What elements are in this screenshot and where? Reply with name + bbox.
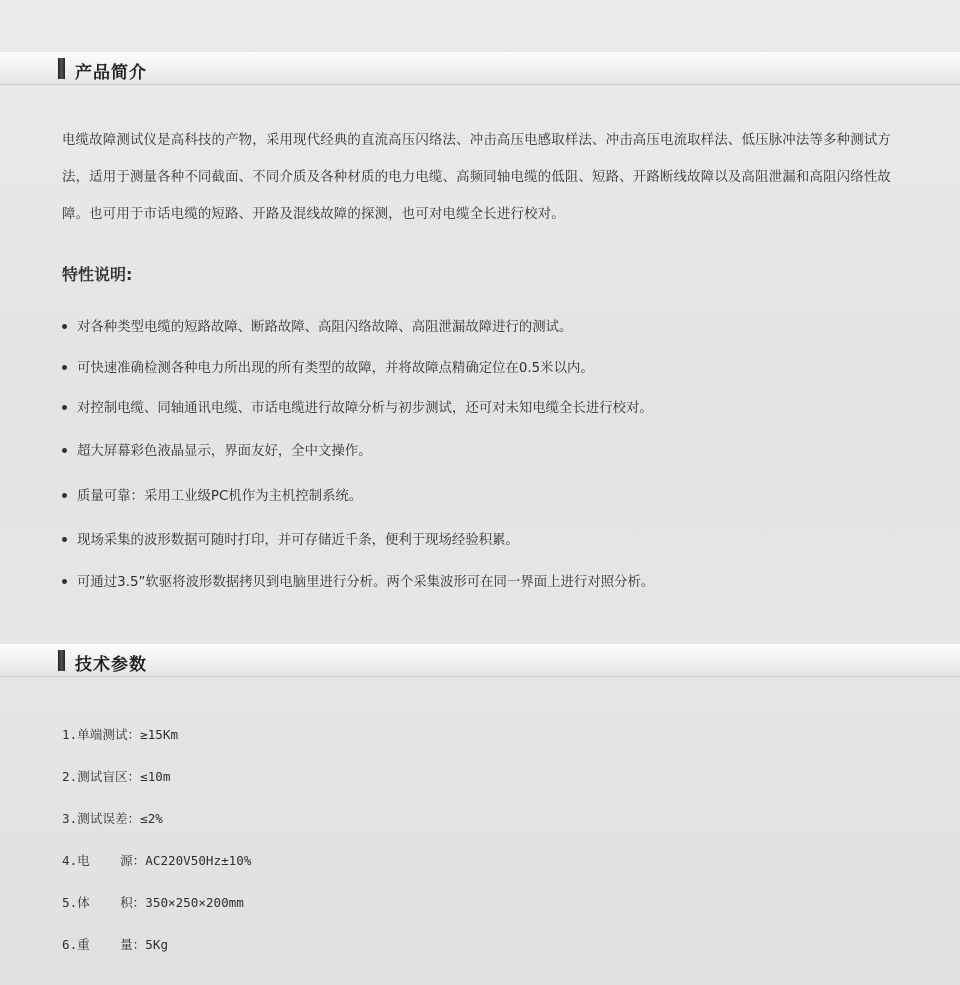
list-item: [62, 440, 372, 459]
features-heading: 特性说明:: [62, 265, 133, 284]
list-item-text: 可通过3.5”软驱将波形数据拷贝到电脑里进行分析。两个采集波形可在同一界面上进行对照分析。: [77, 575, 655, 590]
list-item: [62, 316, 572, 335]
section-marker: [58, 58, 65, 79]
bullet-icon: [62, 537, 67, 542]
list-item: [62, 571, 654, 590]
list-item: [62, 357, 594, 376]
bullet-icon: [62, 579, 67, 584]
list-item-text: 质量可靠：采用工业级PC机作为主机控制系统。: [77, 489, 363, 504]
list-item-text: 可快速准确检测各种电力所出现的所有类型的故障，并将故障点精确定位在0.5米以内。: [77, 361, 594, 376]
list-item: [62, 485, 362, 504]
section-title: 产品简介: [75, 63, 147, 83]
section-header-intro: [0, 52, 960, 85]
spec-item: 3.测试误差：≤2%: [62, 811, 163, 826]
list-item-text: 对控制电缆、同轴通讯电缆、市话电缆进行故障分析与初步测试，还可对未知电缆全长进行校对。: [77, 401, 653, 416]
intro-paragraph: 电缆故障测试仪是高科技的产物，采用现代经典的直流高压闪络法、冲击高压电感取样法、冲击高压电流取样法、低压脉冲法等多种测试方法，适用于测量各种不同截面、不同介质及各种材质的电力电缆、高频同轴电缆的低阻、短路、开路断线故障以及高阻泄漏和高阻闪络性故障。也可用于市话电缆的短路、开路及混线故障的探测，也可对电缆全长进行校对。: [62, 133, 892, 222]
bullet-icon: [62, 324, 67, 329]
spec-item: 5.体 积：350×250×200mm: [62, 895, 244, 910]
bullet-icon: [62, 365, 67, 370]
section-marker: [58, 650, 65, 671]
bullet-icon: [62, 448, 67, 453]
spec-item: 6.重 量：5Kg: [62, 937, 169, 952]
list-item-text: 超大屏幕彩色液晶显示，界面友好，全中文操作。: [77, 444, 372, 459]
list-item: [62, 529, 519, 548]
spec-item: 4.电 源：AC220V50Hz±10%: [62, 853, 252, 868]
list-item-text: 现场采集的波形数据可随时打印，并可存储近千条，便利于现场经验积累。: [77, 533, 519, 548]
section-title: 技术参数: [75, 655, 147, 675]
bullet-icon: [62, 493, 67, 498]
spec-item: 2.测试盲区：≤10m: [62, 769, 171, 784]
list-item: [62, 397, 653, 416]
list-item-text: 对各种类型电缆的短路故障、断路故障、高阻闪络故障、高阻泄漏故障进行的测试。: [77, 320, 573, 335]
bullet-icon: [62, 405, 67, 410]
section-header-specs: [0, 644, 960, 677]
spec-item: 1.单端测试：≥15Km: [62, 727, 179, 742]
